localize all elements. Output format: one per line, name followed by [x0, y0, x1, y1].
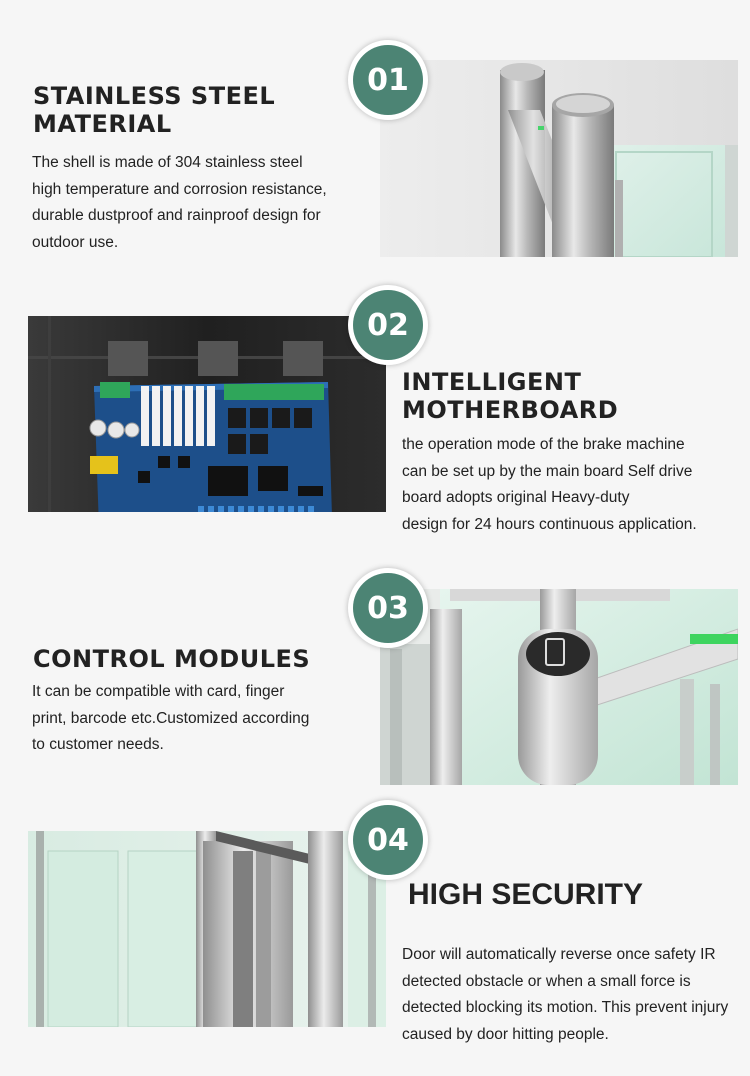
- feature-title-02: INTELLIGENT MOTHERBOARD: [402, 368, 619, 424]
- feature-number-badge-02: 02: [348, 285, 428, 365]
- feature-number-badge-03: 03: [348, 568, 428, 648]
- glass-swing-door-photo: [28, 831, 386, 1027]
- feature-number-badge-04: 04: [348, 800, 428, 880]
- stainless-steel-pole-photo: [380, 60, 738, 257]
- feature-title-03: CONTROL MODULES: [33, 645, 311, 673]
- feature-description-03: It can be compatible with card, finger print, barcode etc.Customized according to customer needs.: [32, 683, 310, 753]
- feature-description-02: the operation mode of the brake machine can be set up by the main board Self drive board adopts original Heavy-duty design for 24 hours continuous application.: [402, 436, 697, 533]
- feature-description-01: The shell is made of 304 stainless steel high temperature and corrosion resistance, durable dustproof and rainproof design for outdoor use.: [32, 154, 327, 251]
- feature-description-04: Door will automatically reverse once safety IR detected obstacle or when a small force is detected blocking its motion. This prevent injury caused by door hitting people.: [402, 946, 729, 1043]
- feature-title-04: HIGH SECURITY: [408, 878, 644, 911]
- feature-number-badge-01: 01: [348, 40, 428, 120]
- card-reader-turnstile-photo: [380, 589, 738, 785]
- motherboard-photo: [28, 316, 386, 512]
- feature-title-01: STAINLESS STEEL MATERIAL: [33, 82, 276, 138]
